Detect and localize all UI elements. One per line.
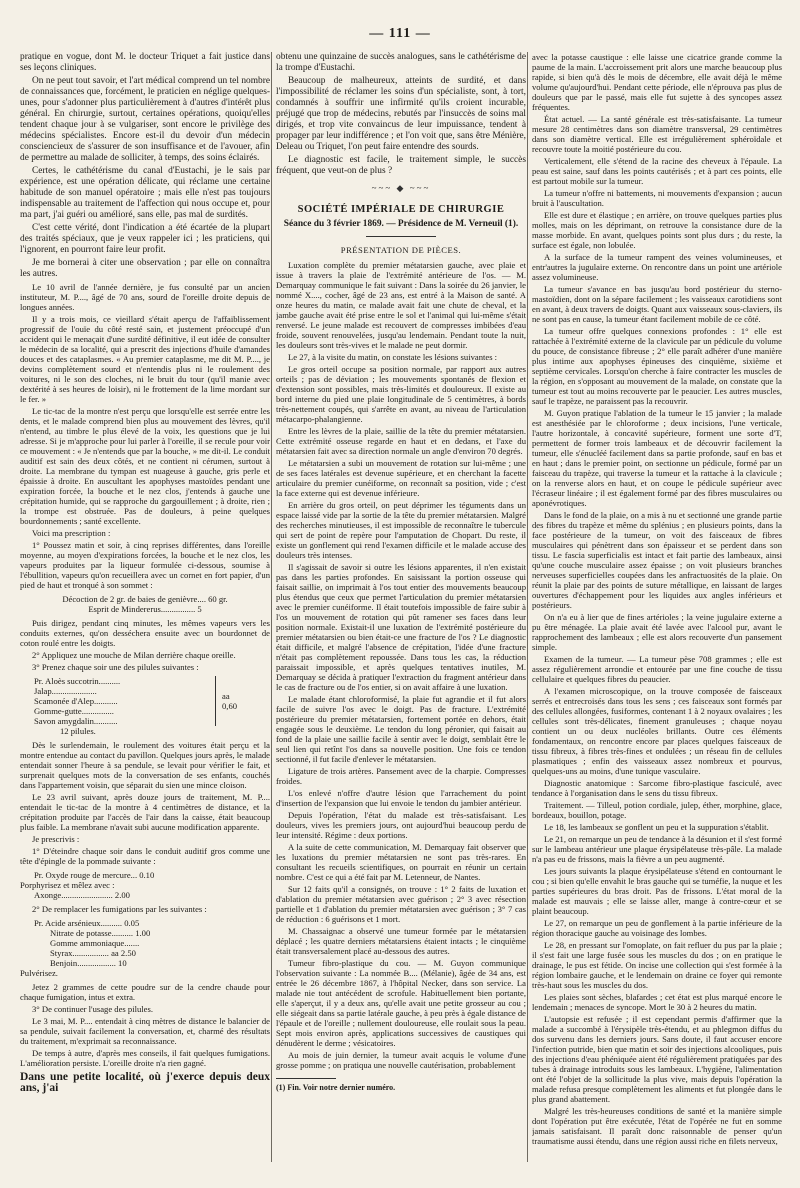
paragraph: Les plaies sont sèches, blafardes ; cet état est plus marqué encore le lendemain ; menaces de syncope. Mort le 30 à 2 heures du matin. — [532, 992, 782, 1012]
paragraph: Le diagnostic est facile, le traitement simple, le succès fréquent, que veut-on de plus ? — [276, 155, 526, 176]
column-1 — [20, 52, 270, 1172]
paragraph: On ne peut tout savoir, et l'art médical comprend un tel nombre de connaissances que, forcément, le praticien en néglige quelques-unes, pour s'adonner plus particulièrement à d'autres d'intérêt plus général. En chirurgie, surtout, certaines opérations, quoiqu'elles tendent chaque jour à se vulgariser, sont encore le privilège des médecins spécialistes. Encore est-il du devoir d'un médecin consciencieux de s'assurer de son insuffisance et de l'avouer, afin de permettre au malade de solliciter, à temps, des soins éclairés. — [20, 76, 270, 163]
paragraph: Le 27, à la visite du matin, on constate les lésions suivantes : — [288, 352, 498, 362]
paragraph: Traitement. — Tilleul, potion cordiale, julep, éther, morphine, glace, bordeaux, bouillon, potage. — [532, 800, 782, 820]
pill-ingredient: Gomme-gutte............... — [34, 706, 114, 716]
paragraph: Au mois de juin dernier, la tumeur avait acquis le volume d'une grosse pomme ; on pratiqua une nouvelle cautérisation, probablement — [276, 1050, 526, 1070]
paragraph: Diagnostic anatomique : Sarcome fibro-plastique fasciculé, avec tendance à l'organisation dans le sens du tissu fibreux. — [532, 778, 782, 798]
paragraph: Je prescrivis : — [32, 834, 80, 844]
paragraph: Voici ma prescription : — [32, 528, 111, 538]
paragraph: 3° Prenez chaque soir une des pilules suivantes : — [32, 662, 199, 672]
paragraph: Il y a trois mois, ce vieillard s'était aperçu de l'affaiblissement progressif de l'ouïe du côté resté sain, et justement préoccupé d'un accident qui le menaçait d'une surdité définitive, il eut idée de consulter le médecin de sa localité, qui a prescrit des injections d'huile d'amandes douces et des cataplasmes. « Au premier cataplasme, me dit M. P...., je devins complètement sourd et n'entendis plus ni le roulement des voitures, ni le son des cloches, ni le bruit du tour (qu'il manie avec dextérité à ses heures de loisir), ni le frottement de la lime mordant sur le fer. » — [20, 314, 270, 404]
paragraph: Examen de la tumeur. — La tumeur pèse 708 grammes ; elle est assez régulièrement arrondie et entourée par une fine couche de tissu cellulaire et quelques fibres du peaucier. — [532, 654, 782, 684]
page-number: — 111 — — [369, 26, 431, 41]
paragraph: L'autopsie est refusée ; il est cependant permis d'affirmer que la malade a succombé à l'érysipèle très-étendu, et au phlegmon diffus du dos survenu dans les derniers jours. Sans doute, il faut accuser encore l'infection putride, bien que matin et soir des injections alcooliques, puis des injections d'eau phéniquée aient été régulièrement pratiquées par des tubes à drainage introduits sous les lambeaux. L'hygiène, l'alimentation ont été l'objet de la sollicitude la plus vive, mais depuis l'opération la malade refusa presque complètement les aliments et fut plongée dans le plus grand abattement. — [532, 1014, 782, 1104]
paragraph: obtenu une quinzaine de succès analogues, sans le cathétérisme de la trompe d'Eustachi. — [276, 52, 526, 73]
paragraph: Le tic-tac de la montre n'est perçu que lorsqu'elle est serrée entre les dents, et le malade comprend bien plus au mouvement des lèvres, qu'il n'entend, au timbre le plus élevé de la voix, les questions que je lui adresse. Si je m'approche pour lui parler à l'oreille, il se recule pour voir ce mouvement : « Je n'entends que par la bouche, » me dit-il. Le conduit auditif est sain des deux côtés, et ne contient ni cérumen, surtout à droite. La membrane du tympan est nuageuse à gauche, gris perle et épaissie à droite. En auscultant les apophyses mastoïdes pendant une expiration forcée, la bouche et le nez clos, j'entends à gauche une crépitation humide, qui se rapproche du gargouillement ; à droite, rien ; la trompe est obstruée. Pas de douleurs, à peine quelques bourdonnements ; santé excellente. — [20, 406, 270, 526]
paragraph: Depuis l'opération, l'état du malade est très-satisfaisant. Les douleurs, vives les premiers jours, ont aujourd'hui beaucoup perdu de leur intensité. Régime : deux portions. — [276, 810, 526, 840]
prescription-line: Gomme ammoniaque....... — [50, 938, 140, 948]
paragraph: Dès le surlendemain, le roulement des voitures était perçu et la montre entendue au contact du pavillon. Quelques jours après, le malade entendait sonner l'heure à sa pendule, se levait pour vérifier le fait, et surprenait quelques mots de la conversation de ses enfants, couchés dans l'appartement voisin, que séparait du sien une mince cloison. — [20, 740, 270, 790]
paragraph: Sur 12 faits qu'il a consignés, on trouve : 1° 2 faits de luxation et d'ablation du premier métatarsien avec guérison ; 2° 3 avec résection partielle et 1 d'ablation du premier métatarsien avec guérison ; 3° 7 cas de réduction : 6 guérisons et 1 mort. — [276, 884, 526, 924]
paragraph: On n'a eu à lier que de fines artérioles ; la veine jugulaire externe a pu être ménagée. La plaie avait été lavée avec l'alcool pur, avant le rapprochement des lambeaux ; elle est alors recouverte d'un pansement simple. — [532, 612, 782, 652]
prescription-line: Styrax................. aa 2.50 — [50, 948, 136, 958]
paragraph: Jetez 2 grammes de cette poudre sur de la cendre chaude pour chaque fumigation, intus et extra. — [20, 982, 270, 1002]
paragraph: Dans une petite localité, où j'exerce depuis deux ans, j'ai — [20, 1071, 270, 1094]
paragraph: Le 23 avril suivant, après douze jours de traitement, M. P.... entendait le tic-tac de la montre à 4 centimètres de distance, et la crépitation produite par l'accès de l'air dans la caisse, était beaucoup plus faible. La membrane n'avait subi aucune modification apparente. — [20, 792, 270, 832]
paragraph: pratique en vogue, dont M. le docteur Triquet a fait justice dans ses leçons cliniques. — [20, 52, 270, 73]
column-divider-left — [271, 52, 272, 1162]
column-2 — [276, 52, 526, 1172]
pill-formula — [20, 676, 270, 736]
paragraph: Dans le fond de la plaie, on a mis à nu et sectionné une grande partie des fibres du trapèze et même du splénius ; en plusieurs points, dans la face postérieure de la tumeur, on voit des faisceaux de fibres musculaires qui pénètrent dans son épaisseur et se perdent dans son tissu. Le fascia superficialis est intact et fait partie des lambeaux, ainsi qu'une couche musculaire assez épaisse ; on voit plusieurs branches nerveuses superficielles coupées dans les anfractuosités de la plaie. On réunit la plaie par des points de suture métallique, en laissant de larges ouvertures d'échappement pour les liquides aux angles inférieurs et postérieurs. — [532, 510, 782, 610]
paragraph: En arrière du gros orteil, on peut déprimer les téguments dans un espace laissé vide par la sortie de la tête du premier métatarsien. Malgré des recherches minutieuses, il est impossible de reconnaître le tubercule qui sert de point de repère pour l'amputation de Chopart. Du reste, il existe un gonflement qui rend l'examen difficile et le malade accuse des douleurs très intenses. — [276, 500, 526, 560]
paragraph: La tumeur offre quelques connexions profondes : 1° elle est rattachée à l'extrémité externe de la clavicule par un pédicule du volume du pouce, de consistance fibreuse ; 2° elle paraît adhérer d'une manière plus intime aux apophyses épineuses des cinquième, sixième et septième cervicales. Lorsqu'on cherche à faire contracter les muscles de la région, en s'opposant au mouvement de la malade, on constate que la tumeur est tout au moins recouverte par le peaucier. Les autres muscles, sauf le trapèze, ne paraissent pas la recouvrir. — [532, 326, 782, 406]
paragraph: avec la potasse caustique : elle laisse une cicatrice grande comme la paume de la main. L'accroissement prit alors une marche beaucoup plus rapide, si bien qu'à dès le mois de décembre, elle avait déjà le même volume qu'aujourd'hui. Pendant cette période, elle n'éprouva pas plus de douleurs que par le passé, mais elle fut sujette à des syncopes assez fréquentes. — [532, 52, 782, 112]
paragraph: La tumeur n'offre ni battements, ni mouvements d'expansion ; aucun bruit à l'auscultation. — [532, 188, 782, 208]
paragraph: A la suite de cette communication, M. Demarquay fait observer que les luxations du premier métatarsien ne sont pas très-rares. En consultant les recueils scientifiques, on pourrait en réunir un certain nombre. C'est ce qui a été fait par M. Letenneur, de Nantes. — [276, 842, 526, 882]
paragraph: 2° De remplacer les fumigations par les suivantes : — [32, 904, 207, 914]
session-line: Séance du 3 février 1869. — Présidence de M. Verneuil (1). — [283, 219, 519, 229]
paragraph: Le 21, on remarque un peu de tendance à la désunion et il s'est formé sur le lambeau antérieur une plaque érysipélateuse très-pâle. La malade n'a pas eu de frissons, mais la fièvre a un peu augmenté. — [532, 834, 782, 864]
paragraph: Je me bornerai à citer une observation ; par elle on connaîtra les autres. — [20, 258, 270, 279]
paragraph: Les jours suivants la plaque érysipélateuse s'étend en contournant le cou ; si bien qu'elle envahit le bras gauche qui se tuméfie, la nuque et les parties supérieures du bras droit. Pas de frissons. L'état moral de la malade est mauvais ; elle se laisse aller, mange à contre-cœur et se plaint beaucoup. — [532, 866, 782, 916]
paragraph: Beaucoup de malheureux, atteints de surdité, et dans l'impossibilité de réclamer les soins d'un spécialiste, sont, à tort, condamnés à souffrir une infirmité qu'ils croient incurable, préjugé que trop de médecins, rebutés par l'insuccès de soins mal dirigés, et trop vite convaincus de leur impuissance, tendent à propager par leur indifférence ; et l'on voit que, sans être Ménière, Deleau ou Triquet, l'on peut faire entendre des sourds. — [276, 76, 526, 152]
subsection-heading: PRÉSENTATION DE PIÈCES. — [340, 245, 462, 255]
prescription-line: Nitrate de potasse.......... 1.00 — [50, 928, 151, 938]
prescription-line: Pr. Acide arsénieux.......... 0.05 — [34, 918, 140, 928]
paragraph: Certes, le cathétérisme du canal d'Eustachi, je le sais par expérience, est une opération délicate, qui réclame une certaine habitude de son manuel opératoire ; mais elle n'est pas toujours indispensable au traitement de l'affection qui nous occupe et, pour ma part, j'ai guéri ou amélioré, sans elle, pas mal de surdités. — [20, 166, 270, 220]
footnote-rule — [276, 1078, 336, 1079]
paragraph: A la surface de la tumeur rampent des veines volumineuses, et entr'autres la jugulaire externe. On rencontre dans un point une artériole assez volumineuse. — [532, 252, 782, 282]
paragraph: 1° Poussez matin et soir, à cinq reprises différentes, dans l'oreille moyenne, au moyen d'expirations forcées, la bouche et le nez clos, les vapeurs produites par la liqueur formulée ci-dessous, soumise à l'ébullition, vapeurs qu'on recueillera avec un cornet en fort papier, d'un pied de haut et tronqué à son sommet : — [20, 540, 270, 590]
paragraph: M. Guyon pratique l'ablation de la tumeur le 15 janvier ; la malade est anesthésiée par le chloroforme ; deux incisions, l'une verticale, l'autre horizontale, à concavité supérieure, forment une sorte d'T, permettent de former trois lambeaux et de découvrir facilement la tumeur, elle s'énucléé facilement dans sa partie profonde, sauf en bas et en haut ; dans le premier point, on sectionne un pédicule, formé par un faisceau du trapèze, qui traverse la tumeur et la rattache à la clavicule ; on la renverse alors en haut, et on coupe le pédicule supérieur avec l'écraseur linéaire ; il est également formé par des fibres musculaires ou aponévrotiques. — [532, 408, 782, 508]
paragraph: C'est cette vérité, dont l'indication a été écartée de la plupart des traités spéciaux, que je veux rappeler ici ; les praticiens, qui l'ignorent, en pourront faire leur profit. — [20, 223, 270, 255]
paragraph: Le 18, les lambeaux se gonflent un peu et la suppuration s'établit. — [544, 822, 769, 832]
paragraph: Le malade étant chloroformisé, la plaie fut agrandie et il fut alors facile de suivre l'os avec le doigt. Pas de fracture. L'extrémité postérieure du premier métatarsien, fortement portée en dehors, était engagée sous le deuxième. Le tendon du long péronier, qui faisait au fond de la plaie une saillie facile à sentir avec le doigt, semblait être le seul lien qui retînt l'os dans sa nouvelle position. Une fois ce tendon sectionné, il fut facile d'enlever le métatarsien. — [276, 694, 526, 764]
paragraph: Le 3 mai, M. P.... entendait à cinq mètres de distance le balancier de sa pendule, suivait facilement la conversation, et, charmé des résultats du traitement, m'exprimait sa reconnaissance. — [20, 1016, 270, 1046]
pill-aa: aa — [222, 691, 230, 701]
paragraph: 3° De continuer l'usage des pilules. — [32, 1004, 153, 1014]
paragraph: Luxation complète du premier métatarsien gauche, avec plaie et issue à travers la plaie de l'extrémité antérieure de l'os. — M. Demarquay communique le fait suivant : Dans la soirée du 26 janvier, le nommé X...., cocher, âgé de 23 ans, est entré à la Maison de santé. A onze heures du matin, ce malade avait fait une chute de cheval, et la jambe gauche avait été prise entre le sol et l'animal qui lui-même s'était renversé. Le jeune malade est recouvert de compresses imbibées d'eau froide, souvent renouvelées, jusqu'au lendemain. Pendant toute la nuit, les douleurs sont très-vives et le malade ne peut dormir. — [276, 260, 526, 350]
paragraph: Puis dirigez, pendant cinq minutes, les mêmes vapeurs vers les conduits externes, qu'on desséchera ensuite avec un bourdonnet de coton roulé entre les doigts. — [20, 618, 270, 648]
paragraph: L'os enlevé n'offre d'autre lésion que l'arrachement du point d'insertion de l'expansion que lui envoie le tendon du jambier antérieur. — [276, 788, 526, 808]
paragraph: Tumeur fibro-plastique du cou. — M. Guyon communique l'observation suivante : La nommée B.... (Mélanie), âgée de 34 ans, est entrée le 26 décembre 1867, à l'hôpital Necker, dans son service. La malade nie tout antécédent de scrofule. Habituellement bien portante, elle s'aperçut, il y a deux ans, qu'elle avait une petite grosseur au cou ; elle siégeait dans sa partie latérale gauche, à peu près à égale distance de l'épaule et de l'oreille ; nullement douloureuse, elle roulait sous la peau. Sept mois environ après, applications successives de caustiques qui dénudèrent le derme ; vésicatoires. — [276, 958, 526, 1048]
short-rule — [366, 236, 436, 237]
paragraph: De temps à autre, d'après mes conseils, il fait quelques fumigations. L'amélioration persiste. L'oreille droite n'a rien gagné. — [20, 1048, 270, 1068]
footnote: (1) Fin. Voir notre dernier numéro. — [276, 1083, 396, 1092]
pill-ingredients — [20, 676, 215, 726]
prescription-line: Décoction de 2 gr. de baies de genièvre.... 60 gr. — [62, 594, 228, 604]
ointment-formula — [20, 870, 270, 900]
ornament-divider: ~~~ ◆ ~~~ — [371, 183, 431, 193]
paragraph: La tumeur s'avance en bas jusqu'au bord postérieur du sterno-mastoïdien, dont on la sépare facilement ; les vaisseaux carotidiens sont en avant, à deux travers de doigts. Quant aux vaisseaux sous-claviers, ils ne sont pas en cause, la tumeur étant facilement mobile de ce côté. — [532, 284, 782, 324]
paragraph: A l'examen microscopique, on la trouve composée de faisceaux serrés et entrecroisés dans tous les sens ; ces faisceaux sont formés par des cellules allongées, fusiformes, contenant 1 à 2 noyaux ovalaires ; les cellules sont très-délicates, finement granuleuses ; chaque noyau contient un ou deux nucléoles brillants. Outre ces éléments fondamentaux, on rencontre encore par places quelques faisceaux de tissu fibreux, à fibres très-fines et ondulées ; un réseau fin de cellules plasmatiques ; enfin des vaisseaux assez nombreux et pourvus, quelques-uns au moins, d'une tunique vasculaire. — [532, 686, 782, 776]
prescription-line: Esprit de Mindererus................ 5 — [88, 604, 202, 614]
paragraph: Ligature de trois artères. Pansement avec de la charpie. Compresses froides. — [276, 766, 526, 786]
paragraph: État actuel. — La santé générale est très-satisfaisante. La tumeur mesure 28 centimètres dans son diamètre transversal, 29 centimètres dans son diamètre vertical. Elle est irrégulièrement sphéroïdale et recouvre toute la moitié postérieure du cou. — [532, 114, 782, 154]
paragraph: Verticalement, elle s'étend de la racine des cheveux à l'épaule. La peau est saine, sauf dans les points cautérisés ; et à part ces points, elle est partout mobile sur la tumeur. — [532, 156, 782, 186]
paragraph: Malgré les très-heureuses conditions de santé et la manière simple dont l'opération put être exécutée, l'état de l'opérée ne fut en somme jamais satisfaisant. Il paraît donc raisonnable de penser qu'un traumatisme aussi étendu, dans une région aussi riche en filets nerveux, — [532, 1106, 782, 1146]
pill-count: 12 pilules. — [60, 726, 96, 736]
pill-quantity: 0,60 — [222, 701, 238, 711]
paragraph: Elle est dure et élastique ; en arrière, on trouve quelques parties plus molles, mais on les déprimant, on retrouve la consistance dure de la masse morbide. En avant, quelques points sont plus durs ; du reste, la surface est égale, non lobulée. — [532, 210, 782, 250]
pill-ingredient: Pr. Aloès succotrin.......... — [34, 676, 121, 686]
paragraph: Le 27, on remarque un peu de gonflement à la partie inférieure de la région thoracique gauche au voisinage des lombes. — [532, 918, 782, 938]
fumigation-formula — [20, 918, 270, 978]
column-3 — [532, 52, 782, 1172]
column-divider-right — [527, 52, 528, 1162]
pill-ingredient: Jalap..................... — [34, 686, 97, 696]
pill-ingredient: Savon amygdalin........... — [34, 716, 118, 726]
paragraph: Le métatarsien a subi un mouvement de rotation sur lui-même ; une de ses faces latérales est devenue supérieure, et en cherchant la facette articulaire du premier cunéiforme, on reconnaît sa position, vide ; c'est la face externe qui est devenue inférieure. — [276, 458, 526, 498]
prescription-block — [20, 594, 270, 614]
paragraph: Le 28, en pressant sur l'omoplate, on fait refluer du pus par la plaie ; il s'est fait une large fusée sous les muscles du dos ; on en pratique le drainage, le pus est fétide. On incise une collection qui s'est formée à la région lombaire gauche, et le lendemain on draine ce foyer qui remonte très-haut sous les muscles du dos. — [532, 940, 782, 990]
paragraph: Le gros orteil occupe sa position normale, par rapport aux autres orteils ; pas de déviation ; les mouvements spontanés de flexion et d'extension sont possibles, mais très-limités et douloureux. Il existe au bord interne du pied une plaie longitudinale de 5 centimètres, à bords très-nettement coupés, qui s'arrête en avant, au niveau de l'articulation métacarpo-phalangienne. — [276, 364, 526, 424]
paragraph: 1° D'éteindre chaque soir dans le conduit auditif gros comme une tête d'épingle de la pommade suivante : — [20, 846, 270, 866]
pill-formula-body — [20, 676, 270, 726]
paragraph: Le 10 avril de l'année dernière, je fus consulté par un ancien instituteur, M. P...., âgé de 70 ans, sourd de l'oreille droite depuis de longues années. — [20, 282, 270, 312]
paragraph: Il s'agissait de savoir si outre les lésions apparentes, il n'en existait pas dans les parties profondes. En saisissant la portion osseuse qui faisait saillie, on imprimait à l'os tout entier des mouvements beaucoup plus étendus que ceux que permet l'articulation du premier métatarsien avec le premier cunéiforme. Il était toutefois impossible de faire subir à l'os un mouvement de rotation qui pût ramener ses faces dans leur position normale. Existait-il une luxation de l'extrémité postérieure du premier métatarsien ou bien était-ce une fracture de l'os ? Le diagnostic était difficile, et malgré l'absence de crépitation, l'idée d'une fracture n'était pas complètement repoussée. Dans tous les cas, la réduction paraissait impossible, et après quelques tentatives inutiles, M. Demarquay se décida à pratiquer l'extraction du fragment antérieur dans le cas de fracture ou de l'os entier, si on avait affaire à une luxation. — [276, 562, 526, 692]
prescription-line: Pr. Oxyde rouge de mercure... 0.10 — [34, 870, 155, 880]
paragraph: M. Chassaignac a observé une tumeur formée par le métatarsien déplacé ; les quatre derniers métatarsiens étaient intacts ; le cinquième était transversalement placé au-dessous des autres. — [276, 926, 526, 956]
prescription-line: Axonge........................ 2.00 — [34, 890, 130, 900]
section-heading: SOCIÉTÉ IMPÉRIALE DE CHIRURGIE — [297, 204, 505, 215]
paragraph: Entre les lèvres de la plaie, saillie de la tête du premier métatarsien. Cette extrémité osseuse regarde en haut et en dedans, et l'axe du métatarsien fait avec sa direction normale un angle d'environ 70 degrés. — [276, 426, 526, 456]
prescription-line: Porphyrisez et mêlez avec : — [20, 880, 115, 890]
prescription-line: Pulvérisez. — [20, 968, 58, 978]
prescription-line: Benjoin.................. 10 — [50, 958, 127, 968]
pill-ingredient: Scamonée d'Alep........... — [34, 696, 118, 706]
paragraph: 2° Appliquez une mouche de Milan derrière chaque oreille. — [32, 650, 236, 660]
pill-brace — [215, 676, 270, 726]
